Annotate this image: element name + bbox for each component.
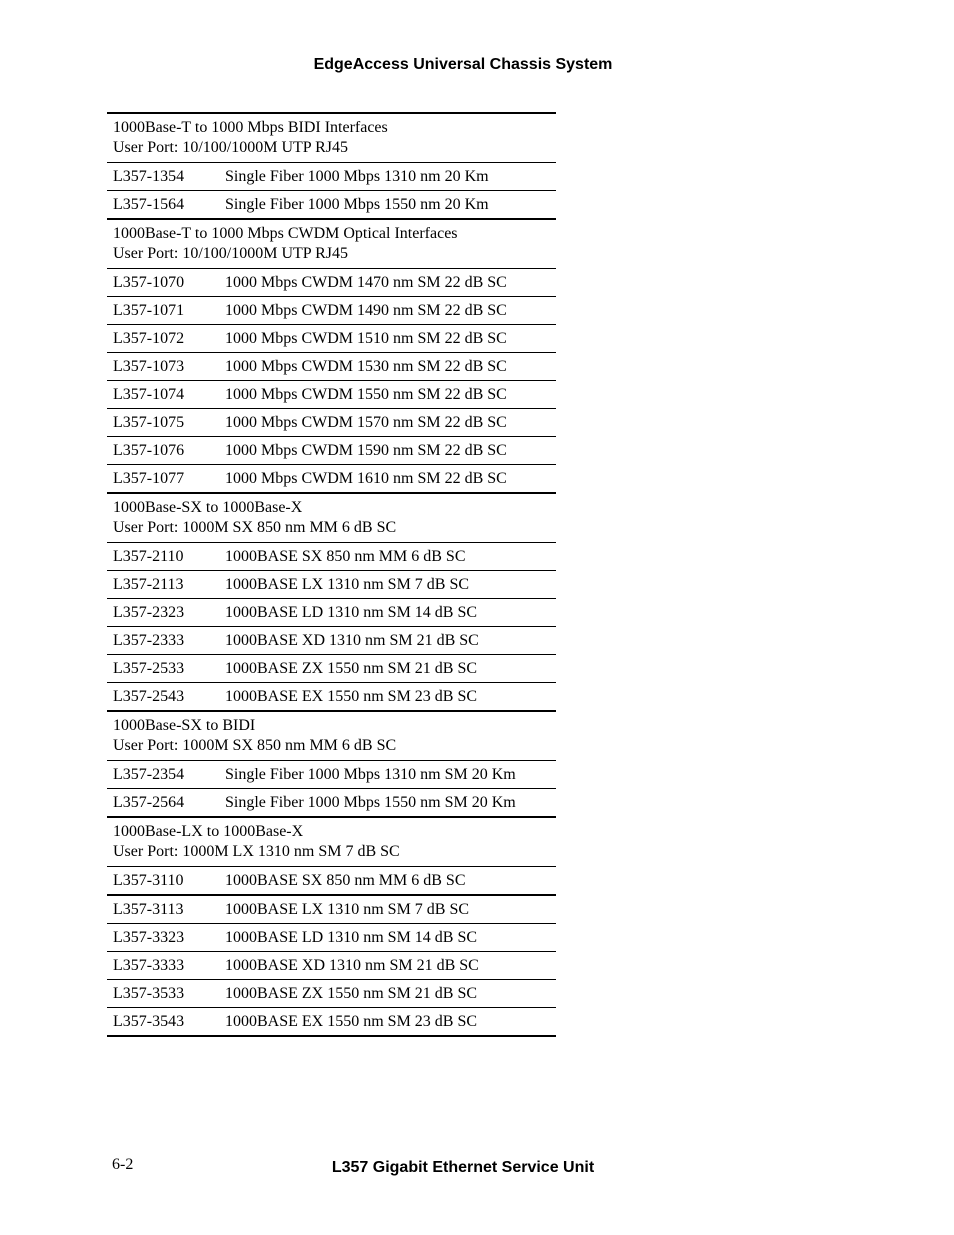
description-cell: 1000BASE XD 1310 nm SM 21 dB SC bbox=[219, 952, 556, 980]
table-row bbox=[107, 465, 556, 494]
part-number-cell: L357-1075 bbox=[107, 409, 219, 437]
part-number-cell: L357-2354 bbox=[107, 761, 219, 789]
part-number-table-body bbox=[107, 113, 556, 1036]
description-cell: 1000BASE XD 1310 nm SM 21 dB SC bbox=[219, 627, 556, 655]
description-cell: 1000 Mbps CWDM 1490 nm SM 22 dB SC bbox=[219, 297, 556, 325]
table-row bbox=[107, 627, 556, 655]
group-header-cell bbox=[107, 113, 556, 163]
description-cell: 1000BASE LD 1310 nm SM 14 dB SC bbox=[219, 599, 556, 627]
table-row bbox=[107, 867, 556, 896]
part-number-cell: L357-3113 bbox=[107, 895, 219, 924]
table-row bbox=[107, 952, 556, 980]
description-cell: 1000BASE LX 1310 nm SM 7 dB SC bbox=[219, 571, 556, 599]
group-user-port: User Port: 1000M SX 850 nm MM 6 dB SC bbox=[113, 519, 397, 536]
description-cell: 1000 Mbps CWDM 1570 nm SM 22 dB SC bbox=[219, 409, 556, 437]
group-user-port: User Port: 1000M SX 850 nm MM 6 dB SC bbox=[113, 737, 397, 754]
table-row bbox=[107, 895, 556, 924]
description-cell: 1000BASE LD 1310 nm SM 14 dB SC bbox=[219, 924, 556, 952]
description-cell: Single Fiber 1000 Mbps 1310 nm 20 Km bbox=[219, 163, 556, 191]
table-row bbox=[107, 655, 556, 683]
table-row bbox=[107, 571, 556, 599]
description-cell: 1000BASE ZX 1550 nm SM 21 dB SC bbox=[219, 980, 556, 1008]
part-number-table bbox=[107, 112, 556, 1037]
description-cell: 1000BASE EX 1550 nm SM 23 dB SC bbox=[219, 683, 556, 712]
group-title: 1000Base-T to 1000 Mbps BIDI Interfaces bbox=[113, 119, 388, 136]
description-cell: 1000 Mbps CWDM 1530 nm SM 22 dB SC bbox=[219, 353, 556, 381]
description-cell: 1000BASE SX 850 nm MM 6 dB SC bbox=[219, 867, 556, 896]
page-footer-title: L357 Gigabit Ethernet Service Unit bbox=[331, 1159, 595, 1176]
part-number-cell: L357-3533 bbox=[107, 980, 219, 1008]
part-number-cell: L357-2543 bbox=[107, 683, 219, 712]
table-row bbox=[107, 980, 556, 1008]
description-cell: 1000BASE ZX 1550 nm SM 21 dB SC bbox=[219, 655, 556, 683]
description-cell: 1000 Mbps CWDM 1470 nm SM 22 dB SC bbox=[219, 269, 556, 297]
page-number: 6-2 bbox=[112, 1156, 134, 1173]
page-header-title: EdgeAccess Universal Chassis System bbox=[313, 56, 613, 73]
part-number-cell: L357-3110 bbox=[107, 867, 219, 896]
group-title: 1000Base-SX to BIDI bbox=[113, 717, 256, 734]
table-row bbox=[107, 683, 556, 712]
description-cell: Single Fiber 1000 Mbps 1550 nm 20 Km bbox=[219, 191, 556, 220]
group-header-cell bbox=[107, 219, 556, 269]
table-row bbox=[107, 1008, 556, 1037]
group-title: 1000Base-LX to 1000Base-X bbox=[113, 823, 304, 840]
table-row bbox=[107, 599, 556, 627]
table-row bbox=[107, 163, 556, 191]
part-number-cell: L357-1074 bbox=[107, 381, 219, 409]
table-row bbox=[107, 409, 556, 437]
table-row bbox=[107, 789, 556, 818]
part-number-cell: L357-1071 bbox=[107, 297, 219, 325]
table-row bbox=[107, 924, 556, 952]
group-title: 1000Base-SX to 1000Base-X bbox=[113, 499, 303, 516]
part-number-cell: L357-1073 bbox=[107, 353, 219, 381]
description-cell: 1000BASE LX 1310 nm SM 7 dB SC bbox=[219, 895, 556, 924]
description-cell: 1000 Mbps CWDM 1550 nm SM 22 dB SC bbox=[219, 381, 556, 409]
part-number-cell: L357-2564 bbox=[107, 789, 219, 818]
part-number-cell: L357-2110 bbox=[107, 543, 219, 571]
table-row bbox=[107, 381, 556, 409]
group-header-row bbox=[107, 113, 556, 163]
part-number-cell: L357-1070 bbox=[107, 269, 219, 297]
description-cell: 1000 Mbps CWDM 1610 nm SM 22 dB SC bbox=[219, 465, 556, 494]
description-cell: 1000BASE EX 1550 nm SM 23 dB SC bbox=[219, 1008, 556, 1037]
group-header-cell bbox=[107, 493, 556, 543]
part-number-cell: L357-1076 bbox=[107, 437, 219, 465]
table-row bbox=[107, 761, 556, 789]
table-row bbox=[107, 325, 556, 353]
table-row bbox=[107, 191, 556, 220]
part-number-cell: L357-1354 bbox=[107, 163, 219, 191]
description-cell: 1000 Mbps CWDM 1510 nm SM 22 dB SC bbox=[219, 325, 556, 353]
description-cell: Single Fiber 1000 Mbps 1310 nm SM 20 Km bbox=[219, 761, 556, 789]
part-number-cell: L357-2323 bbox=[107, 599, 219, 627]
part-number-cell: L357-1072 bbox=[107, 325, 219, 353]
group-header-cell bbox=[107, 711, 556, 761]
part-number-cell: L357-2533 bbox=[107, 655, 219, 683]
part-number-cell: L357-3323 bbox=[107, 924, 219, 952]
part-number-cell: L357-1564 bbox=[107, 191, 219, 220]
part-number-cell: L357-3543 bbox=[107, 1008, 219, 1037]
part-number-cell: L357-1077 bbox=[107, 465, 219, 494]
group-user-port: User Port: 10/100/1000M UTP RJ45 bbox=[113, 245, 348, 262]
group-user-port: User Port: 10/100/1000M UTP RJ45 bbox=[113, 139, 348, 156]
group-header-row bbox=[107, 817, 556, 867]
description-cell: Single Fiber 1000 Mbps 1550 nm SM 20 Km bbox=[219, 789, 556, 818]
table-row bbox=[107, 269, 556, 297]
part-number-cell: L357-3333 bbox=[107, 952, 219, 980]
table-row bbox=[107, 437, 556, 465]
group-header-row bbox=[107, 711, 556, 761]
group-header-cell bbox=[107, 817, 556, 867]
description-cell: 1000BASE SX 850 nm MM 6 dB SC bbox=[219, 543, 556, 571]
table-row bbox=[107, 353, 556, 381]
part-number-cell: L357-2113 bbox=[107, 571, 219, 599]
table-row bbox=[107, 543, 556, 571]
group-header-row bbox=[107, 493, 556, 543]
description-cell: 1000 Mbps CWDM 1590 nm SM 22 dB SC bbox=[219, 437, 556, 465]
group-header-row bbox=[107, 219, 556, 269]
part-number-cell: L357-2333 bbox=[107, 627, 219, 655]
table-row bbox=[107, 297, 556, 325]
group-title: 1000Base-T to 1000 Mbps CWDM Optical Interfaces bbox=[113, 225, 458, 242]
group-user-port: User Port: 1000M LX 1310 nm SM 7 dB SC bbox=[113, 843, 400, 860]
